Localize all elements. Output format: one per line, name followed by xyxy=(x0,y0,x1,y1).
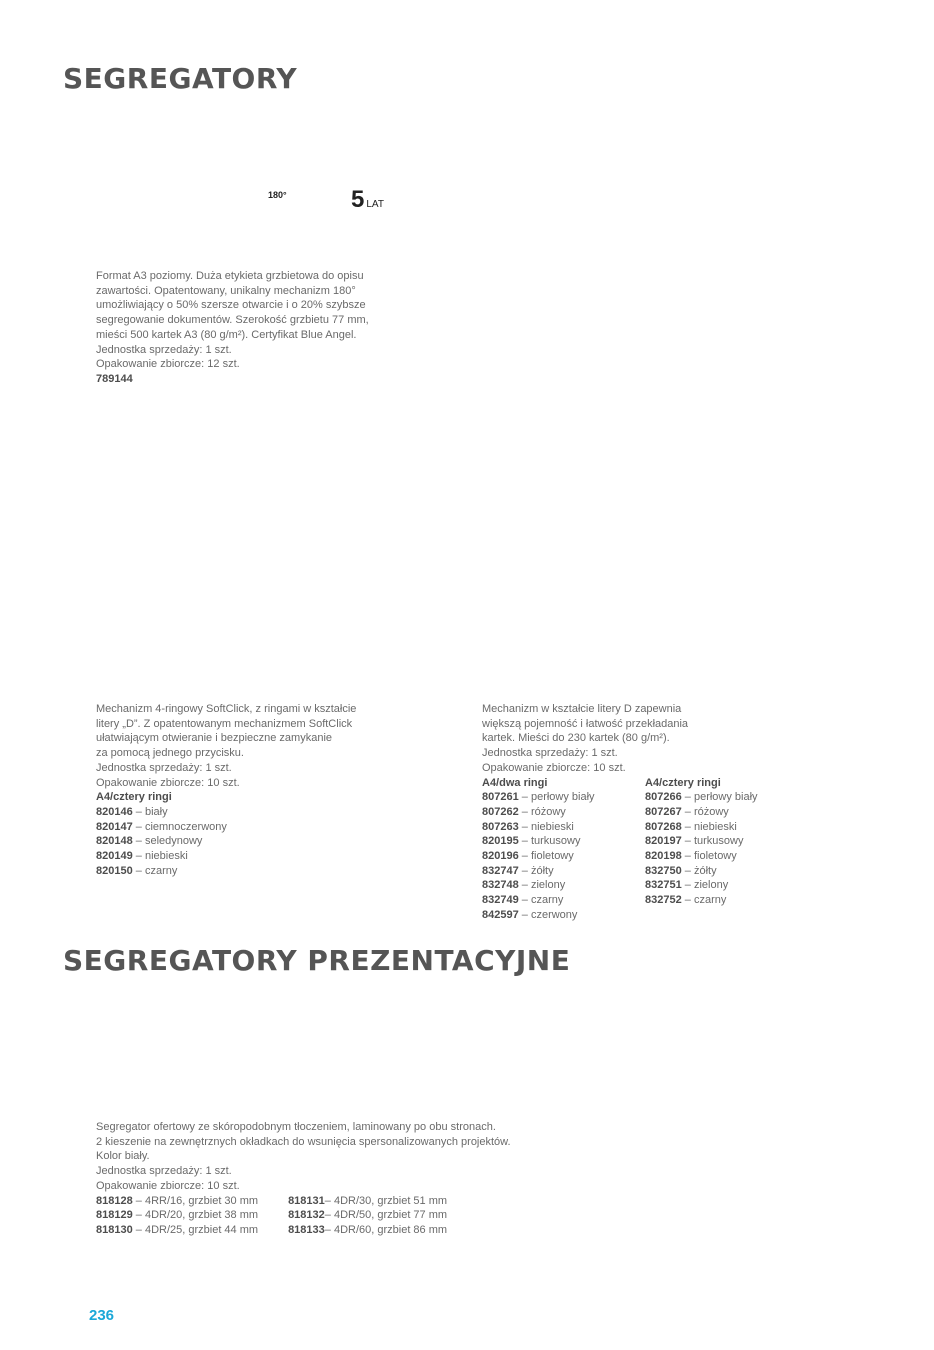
variant-desc: – niebieski xyxy=(684,820,737,833)
variant-desc: – fioletowy xyxy=(684,850,737,863)
description-line: większą pojemność i łatwość przekładania xyxy=(482,717,689,730)
description-line: Jednostka sprzedaży: 1 szt. xyxy=(96,1165,232,1178)
description-line: litery „D”. Z opatentowanym mechanizmem SoftClick xyxy=(96,717,353,730)
variant-desc: – różowy xyxy=(521,805,566,818)
variant-code: 818132 xyxy=(288,1209,325,1222)
variant-code: 842597 xyxy=(482,908,519,921)
variant-desc: – czarny xyxy=(521,894,564,907)
variant-column-two-rings xyxy=(482,776,645,923)
variant-code: 832752 xyxy=(645,894,682,907)
variant-code: 832747 xyxy=(482,864,519,877)
variant-item xyxy=(96,1194,258,1209)
variant-desc: – ciemnoczerwony xyxy=(135,820,227,833)
variant-item xyxy=(482,893,645,908)
variant-desc: – 4RR/16, grzbiet 30 mm xyxy=(132,1194,259,1207)
variant-item xyxy=(288,1223,447,1238)
variant-item xyxy=(96,805,356,820)
variant-item xyxy=(96,864,356,879)
variant-desc: – turkusowy xyxy=(521,835,581,848)
description-line: Opakowanie zbiorcze: 10 szt. xyxy=(96,1179,240,1192)
variant-desc: – 4DR/30, grzbiet 51 mm xyxy=(324,1194,448,1207)
variant-code: 807263 xyxy=(482,820,519,833)
variant-code: 807262 xyxy=(482,805,519,818)
description-line: 2 kieszenie na zewnętrznych okładkach do wsunięcia spersonalizowanych projektów. xyxy=(96,1135,511,1148)
variant-item xyxy=(645,849,808,864)
variant-code: 820195 xyxy=(482,835,519,848)
description-line: zawartości. Opatentowany, unikalny mechanizm 180° xyxy=(96,284,356,297)
variant-item xyxy=(96,1223,258,1238)
variant-code: 820150 xyxy=(96,864,133,877)
variant-desc: – niebieski xyxy=(135,850,188,863)
a3-product-description xyxy=(96,269,369,387)
variant-item xyxy=(288,1194,447,1209)
variant-code: 832751 xyxy=(645,879,682,892)
section-title-presentation: SEGREGATORY PREZENTACYJNE xyxy=(63,944,571,977)
variant-desc: – żółty xyxy=(521,864,554,877)
softclick-product-description xyxy=(96,702,356,878)
description-line: Opakowanie zbiorcze: 10 szt. xyxy=(482,761,626,774)
description-line: ułatwiającym otwieranie i bezpieczne zamykanie xyxy=(96,732,333,745)
variant-columns xyxy=(96,1194,511,1238)
variant-subheading: A4/cztery ringi xyxy=(645,776,721,789)
variant-desc: – 4DR/50, grzbiet 77 mm xyxy=(324,1209,448,1222)
variant-desc: – 4DR/60, grzbiet 86 mm xyxy=(324,1223,448,1236)
variant-code: 807267 xyxy=(645,805,682,818)
variant-column-four-rings xyxy=(645,776,808,923)
warranty-number: 5 xyxy=(351,186,365,213)
variant-item xyxy=(645,864,808,879)
variant-code: 818131 xyxy=(288,1194,325,1207)
description-line: Opakowanie zbiorcze: 10 szt. xyxy=(96,776,240,789)
description-line: Mechanizm w kształcie litery D zapewnia xyxy=(482,703,682,715)
variant-desc: – 4DR/20, grzbiet 38 mm xyxy=(132,1209,259,1222)
description-line: segregowanie dokumentów. Szerokość grzbietu 77 mm, xyxy=(96,314,369,327)
variant-item xyxy=(645,878,808,893)
variant-desc: – 4DR/25, grzbiet 44 mm xyxy=(132,1223,259,1236)
variant-columns xyxy=(482,776,808,923)
variant-code: 832749 xyxy=(482,894,519,907)
variant-code: 820197 xyxy=(645,835,682,848)
variant-item xyxy=(96,849,356,864)
variant-code: 818130 xyxy=(96,1223,133,1236)
variant-desc: – zielony xyxy=(521,879,566,892)
variant-code: 820149 xyxy=(96,850,133,863)
variant-code: 820148 xyxy=(96,835,133,848)
variant-desc: – perłowy biały xyxy=(684,791,758,804)
variant-code: 832748 xyxy=(482,879,519,892)
section-title-binders: SEGREGATORY xyxy=(63,62,298,95)
description-line: Kolor biały. xyxy=(96,1150,150,1163)
variant-item xyxy=(645,790,808,805)
variant-item xyxy=(645,805,808,820)
variant-item xyxy=(482,849,645,864)
description-line: kartek. Mieści do 230 kartek (80 g/m²). xyxy=(482,732,670,745)
variant-code: 820196 xyxy=(482,850,519,863)
variant-code: 820198 xyxy=(645,850,682,863)
variant-item xyxy=(645,820,808,835)
variant-item xyxy=(482,834,645,849)
variant-code: 832750 xyxy=(645,864,682,877)
variant-code: 818133 xyxy=(288,1223,325,1236)
variant-desc: – czerwony xyxy=(521,908,578,921)
variant-code: 818128 xyxy=(96,1194,133,1207)
warranty-unit: LAT xyxy=(366,199,384,210)
description-line: Opakowanie zbiorcze: 12 szt. xyxy=(96,358,240,371)
variant-code: 820146 xyxy=(96,805,133,818)
presentation-product-description xyxy=(96,1120,511,1238)
warranty-badge xyxy=(351,186,384,214)
variant-desc: – niebieski xyxy=(521,820,574,833)
variant-desc: – różowy xyxy=(684,805,729,818)
variant-item xyxy=(288,1208,447,1223)
variant-desc: – czarny xyxy=(684,894,727,907)
variant-column-right xyxy=(288,1194,447,1238)
description-line: Format A3 poziomy. Duża etykieta grzbietowa do opisu xyxy=(96,270,364,282)
variant-item xyxy=(645,834,808,849)
variant-desc: – seledynowy xyxy=(135,835,203,848)
variant-item xyxy=(96,820,356,835)
variant-desc: – biały xyxy=(135,805,168,818)
variant-item xyxy=(482,805,645,820)
variant-desc: – czarny xyxy=(135,864,178,877)
variant-desc: – zielony xyxy=(684,879,729,892)
variant-item xyxy=(96,1208,258,1223)
description-line: umożliwiający o 50% szersze otwarcie i o 20% szybsze xyxy=(96,299,366,312)
variant-code: 820147 xyxy=(96,820,133,833)
variant-code: 818129 xyxy=(96,1209,133,1222)
variant-column-left xyxy=(96,1194,258,1238)
variant-item xyxy=(96,834,356,849)
variant-desc: – fioletowy xyxy=(521,850,574,863)
variant-subheading: A4/dwa ringi xyxy=(482,776,548,789)
description-line: Jednostka sprzedaży: 1 szt. xyxy=(482,747,618,760)
variant-desc: – perłowy biały xyxy=(521,791,595,804)
variant-item xyxy=(482,908,645,923)
variant-item xyxy=(482,864,645,879)
opening-180-icon: 180° xyxy=(268,190,287,200)
description-line: Segregator ofertowy ze skóropodobnym tłoczeniem, laminowany po obu stronach. xyxy=(96,1121,496,1133)
description-line: Jednostka sprzedaży: 1 szt. xyxy=(96,761,232,774)
variant-item xyxy=(482,878,645,893)
description-line: mieści 500 kartek A3 (80 g/m²). Certyfikat Blue Angel. xyxy=(96,328,357,341)
variant-desc: – żółty xyxy=(684,864,717,877)
product-code: 789144 xyxy=(96,372,133,385)
variant-item xyxy=(645,893,808,908)
description-line: za pomocą jednego przycisku. xyxy=(96,747,244,760)
d-ring-product-description xyxy=(482,702,808,923)
description-line: Mechanizm 4-ringowy SoftClick, z ringami w kształcie xyxy=(96,703,357,715)
page-number: 236 xyxy=(89,1307,115,1324)
variant-desc: – turkusowy xyxy=(684,835,744,848)
variant-subheading: A4/cztery ringi xyxy=(96,791,172,804)
variant-item xyxy=(482,820,645,835)
variant-code: 807268 xyxy=(645,820,682,833)
variant-item xyxy=(482,790,645,805)
variant-code: 807261 xyxy=(482,791,519,804)
description-line: Jednostka sprzedaży: 1 szt. xyxy=(96,343,232,356)
variant-code: 807266 xyxy=(645,791,682,804)
